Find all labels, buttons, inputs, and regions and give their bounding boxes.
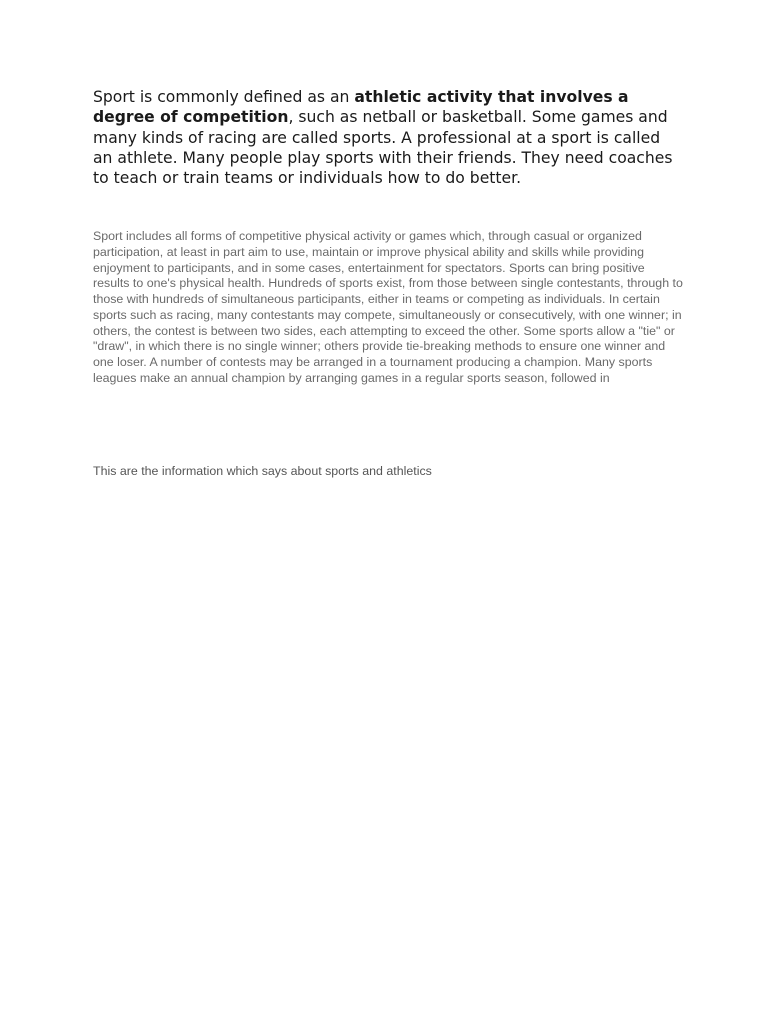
closing-line: This are the information which says about sports and athletics xyxy=(93,464,432,478)
body-paragraph: Sport includes all forms of competitive physical activity or games which, through casual or organized participation, at least in part aim to use, maintain or improve physical ability and skills while providing enjoyment to participants, and in some cases, entertainment for spectators. Sports can bring positive results to one's physical health. Hundreds of sports exist, from those between single contestants, through to those with hundreds of simultaneous participants, either in teams or competing as individuals. In certain sports such as racing, many contestants may compete, simultaneously or consecutively, with one winner; in others, the contest is between two sides, each attempting to exceed the other. Some sports allow a "tie" or "draw", in which there is no single winner; others provide tie-breaking methods to ensure one winner and one loser. A number of contests may be arranged in a tournament producing a champion. Many sports leagues make an annual champion by arranging games in a regular sports season, followed in xyxy=(93,229,683,385)
intro-paragraph xyxy=(93,87,683,188)
intro-text-end: , such as netball or basketball. Some games and many kinds of racing are called sports. A professional at a sport is called an athlete. Many people play sports with their friends. They need coaches to teach or train teams or individuals how to do better. xyxy=(93,108,673,188)
intro-text-start: Sport is commonly defined as an xyxy=(93,88,355,106)
intro-emphasis: athletic activity that involves a degree of competition xyxy=(93,88,629,127)
